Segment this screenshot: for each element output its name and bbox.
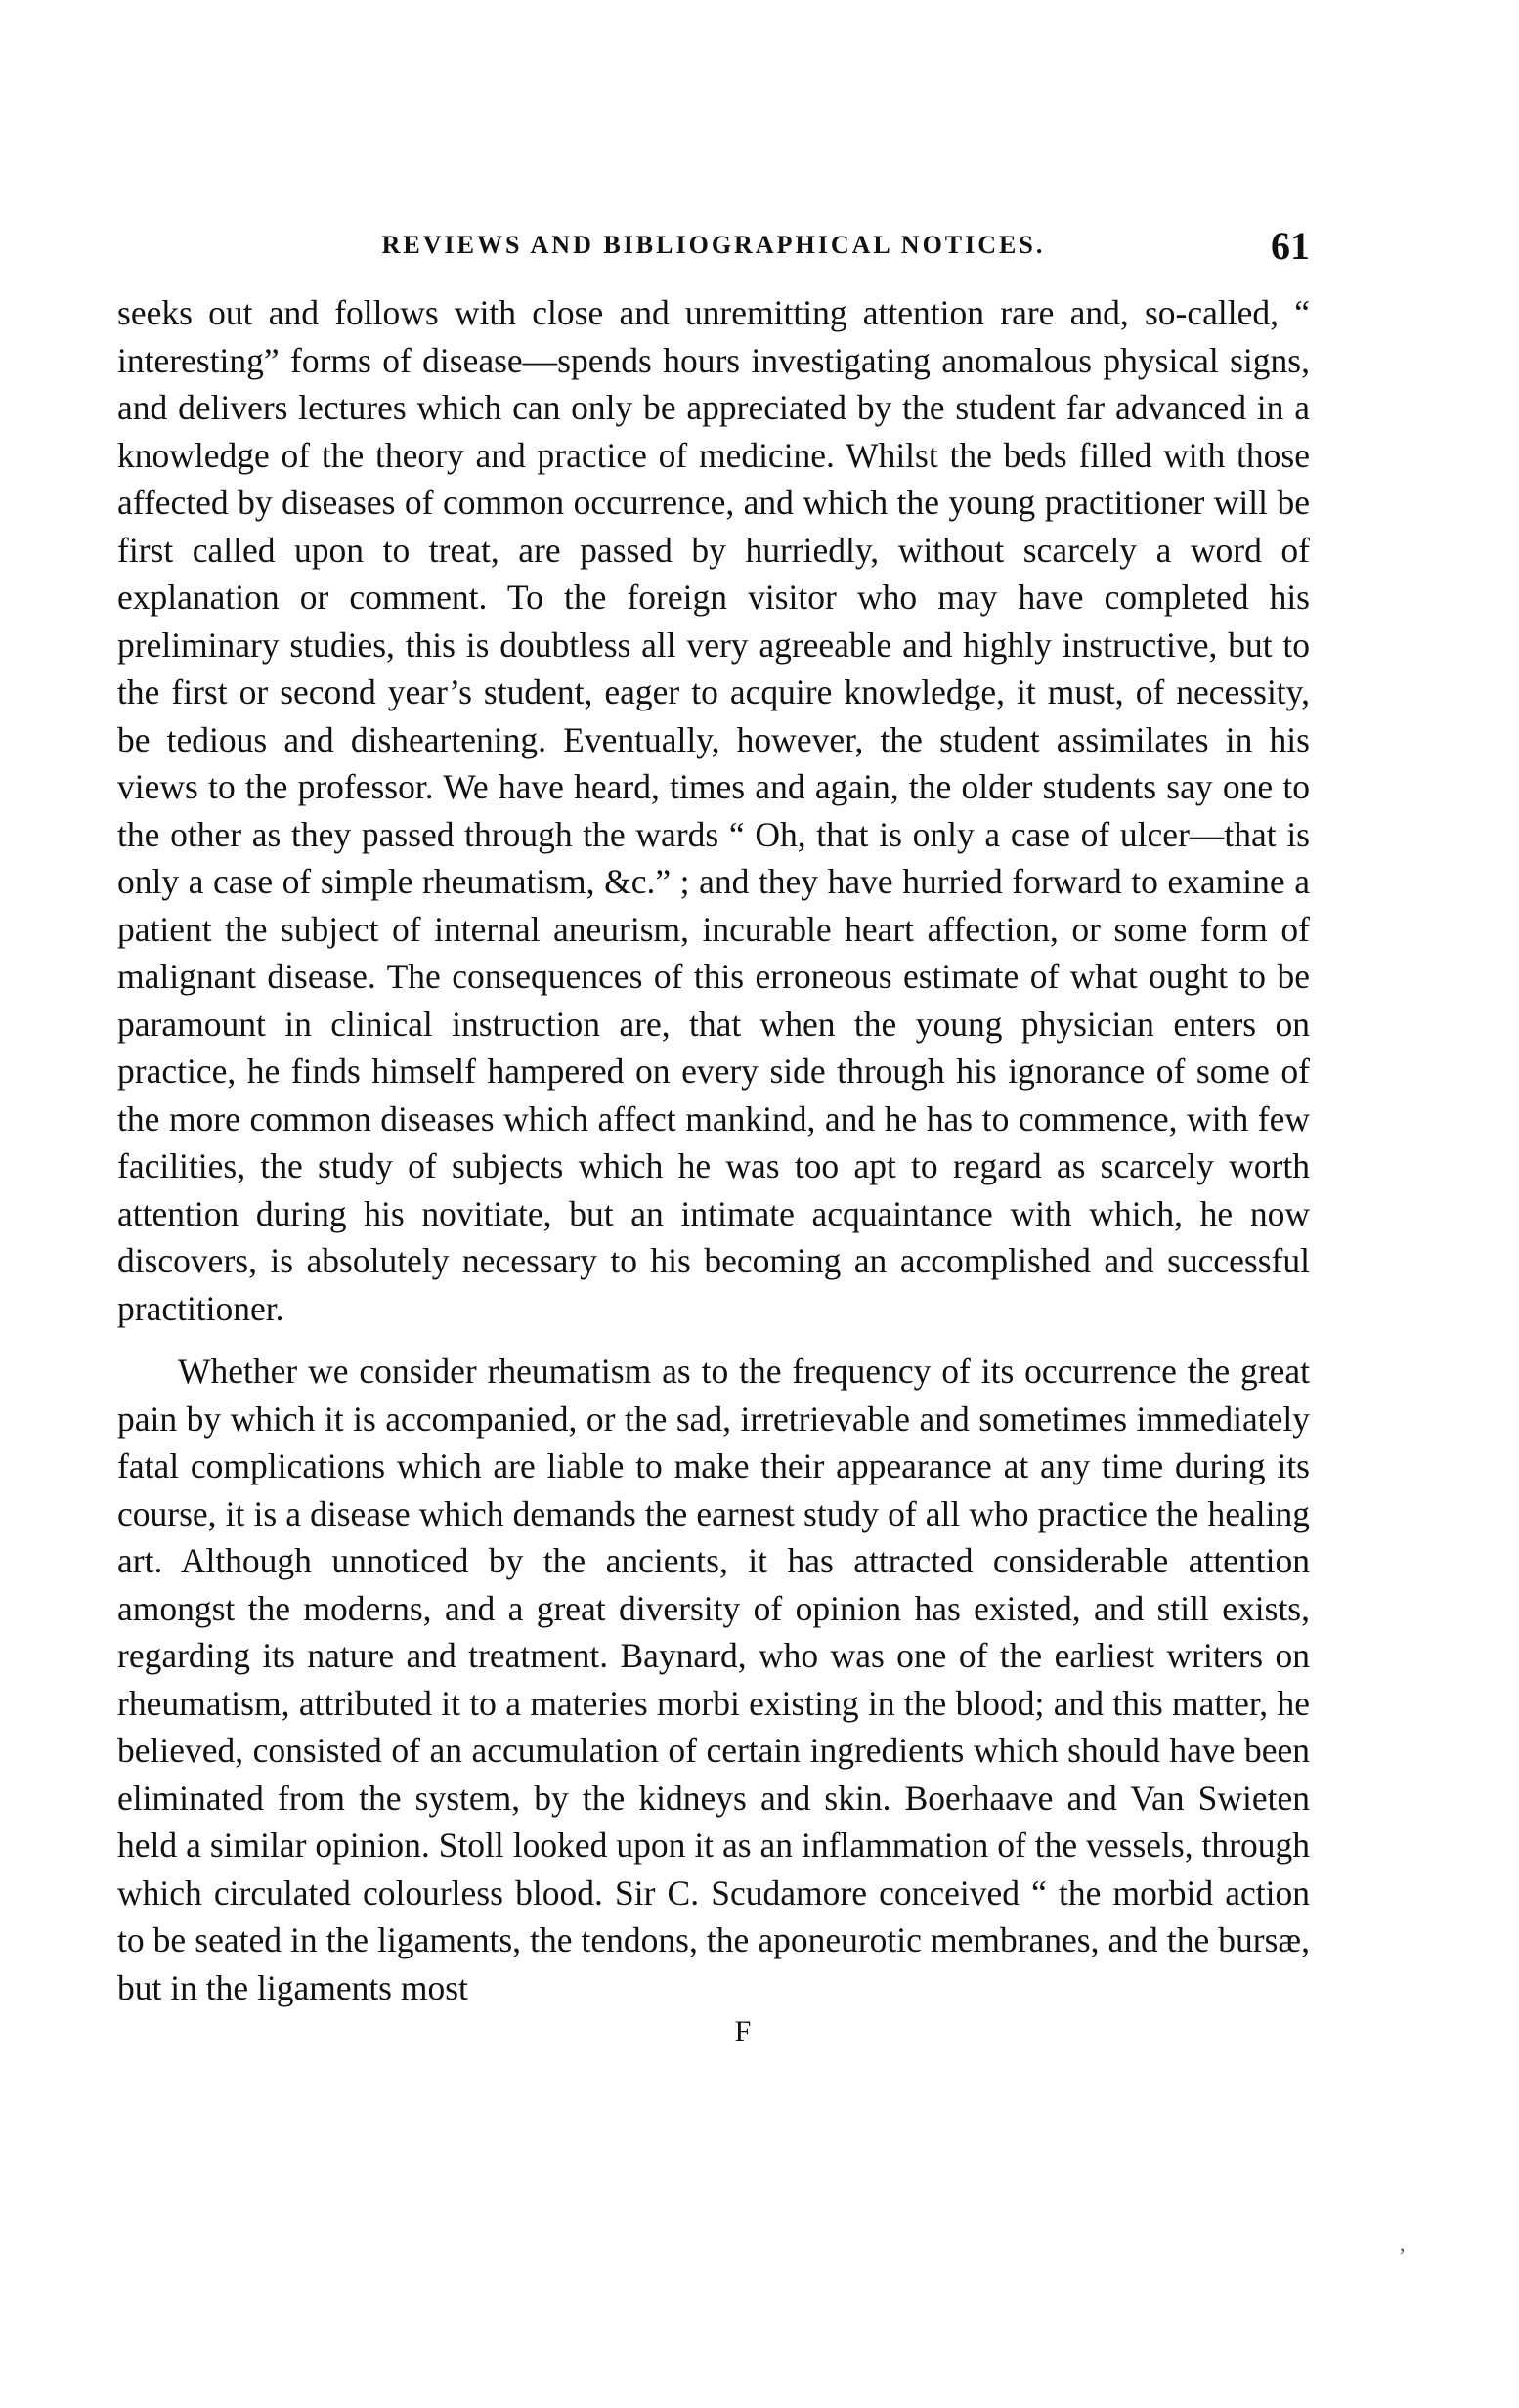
paragraph-rheumatism: Whether we consider rheumatism as to the frequency of its occurrence the great pain by which it is accompanied, or the sad, irretrievable and sometimes immediately fatal complications which are liable to make their appearance at any time during its course, it is a disease which demands the earnest study of all who practice the healing art. Although unnoticed by the ancients, it has attracted considerable attention amongst the moderns, and a great diversity of opinion has existed, and still exists, regarding its nature and treatment. Baynard, who was one of the earliest writers on rheumatism, attributed it to a materies morbi existing in the blood; and this matter, he believed, consisted of an accumulation of certain ingredients which should have been eliminated from the system, by the kidneys and skin. Boerhaave and Van Swieten held a similar opinion. Stoll looked upon it as an inflammation of the vessels, through which circulated colourless blood. Sir C. Scudamore conceived “ the morbid action to be seated in the ligaments, the tendons, the aponeurotic membranes, and the bursæ, but in the ligaments most bbox=[117, 1352, 1310, 2007]
page-number: 61 bbox=[1271, 224, 1310, 268]
paragraph-continuation: seeks out and follows with close and unremitting attention rare and, so-called, “ interesting” forms of disease—spends hours investigating anomalous physical signs, and delivers lectures which can only be appreciated by the student far advanced in a knowledge of the theory and practice of medicine. Whilst the beds filled with those affected by diseases of common occurrence, and which the young practitioner will be first called upon to treat, are passed by hurriedly, without scarcely a word of explanation or comment. To the foreign visitor who may have completed his preliminary studies, this is doubtless all very agreeable and highly instructive, but to the first or second year’s student, eager to acquire knowledge, it must, of necessity, be tedious and disheartening. Eventually, however, the student assimilates in his views to the professor. We have heard, times and again, the older students say one to the other as they passed through the wards “ Oh, that is only a case of ulcer—that is only a case of simple rheumatism, &c.” ; and they have hurried forward to examine a patient the subject of internal aneurism, incurable heart affection, or some form of malignant disease. The consequences of this erroneous estimate of what ought to be paramount in clinical instruction are, that when the young physician enters on practice, he finds himself hampered on every side through his ignorance of some of the more common diseases which affect mankind, and he has to commence, with few facilities, the study of subjects which he was too apt to regard as scarcely worth attention during his novitiate, but an intimate acquaintance with which, he now discovers, is absolutely necessary to his becoming an accomplished and successful practitioner. bbox=[117, 293, 1310, 1328]
document-page bbox=[117, 223, 1310, 2048]
running-title: REVIEWS AND BIBLIOGRAPHICAL NOTICES. bbox=[381, 231, 1046, 259]
running-head bbox=[117, 223, 1310, 272]
margin-mark: , bbox=[1400, 2231, 1406, 2256]
signature-mark: F bbox=[734, 2015, 752, 2047]
